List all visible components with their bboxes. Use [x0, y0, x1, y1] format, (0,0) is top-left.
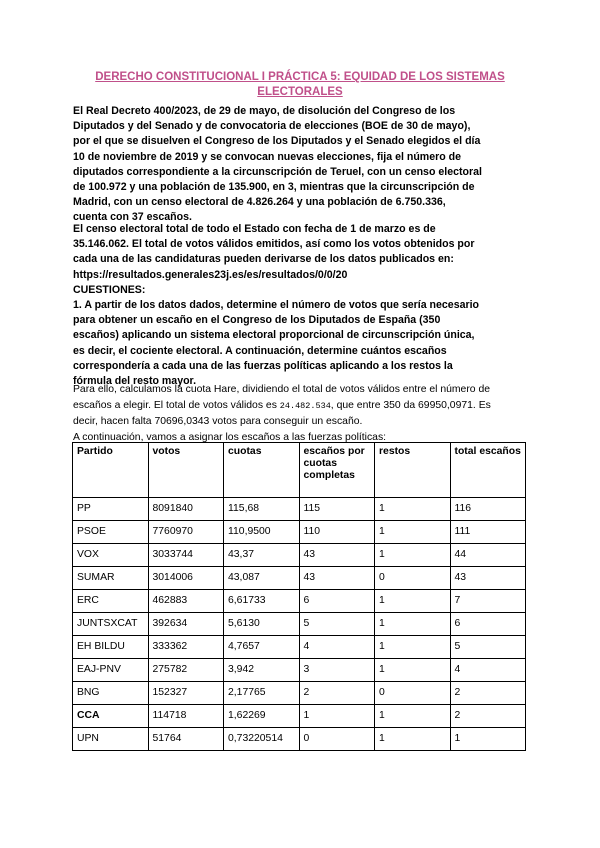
table-header-row	[73, 443, 526, 498]
text-line: El censo electoral total de todo el Estado con fecha de 1 de marzo es de	[73, 223, 436, 235]
text-line: 35.146.062. El total de votos válidos emitidos, así como los votos obtenidos por	[73, 238, 475, 251]
table-cell: 3,942	[224, 659, 300, 682]
table-cell: 462883	[148, 590, 224, 613]
table-cell: 1	[375, 544, 451, 567]
table-cell: CCA	[73, 705, 149, 728]
table-cell: 392634	[148, 613, 224, 636]
column-header: restos	[375, 443, 451, 498]
table-cell: SUMAR	[73, 567, 149, 590]
table-cell: 0	[375, 682, 451, 705]
text-line: correspondería a cada una de las fuerzas políticas aplicando a los restos la	[73, 359, 453, 372]
table-cell: 6	[299, 590, 375, 613]
table-cell: VOX	[73, 544, 149, 567]
table-cell: 1	[375, 613, 451, 636]
table-cell: EAJ-PNV	[73, 659, 149, 682]
text-segment: escaños a elegir. El total de votos válidos es	[73, 399, 280, 411]
table-cell: 1	[450, 728, 526, 751]
table-cell: 43,087	[224, 567, 300, 590]
text-line: A continuación, vamos a asignar los escaños a las fuerzas políticas:	[73, 431, 387, 443]
text-segment: , que entre 350 da 69950,0971. Es	[330, 399, 491, 411]
text-line: Diputados y del Senado y de convocatoria de elecciones (BOE de 30 de mayo),	[73, 120, 471, 133]
table-cell: 110	[299, 521, 375, 544]
table-cell: PP	[73, 498, 149, 521]
text-line: de 100.972 y una población de 135.900, en 3, mientras que la circunscripción de	[73, 181, 475, 194]
table-cell: 4,7657	[224, 636, 300, 659]
table-cell: 1	[375, 521, 451, 544]
table-cell: 2	[299, 682, 375, 705]
text-line: Para ello, calculamos la cuota Hare, dividiendo el total de votos válidos entre el número de	[73, 384, 491, 395]
table-cell: 43	[299, 544, 375, 567]
text-line: 10 de noviembre de 2019 y se convocan nuevas elecciones, fija el número de	[73, 150, 462, 163]
table-cell: 0	[299, 728, 375, 751]
column-header: escaños por cuotas completas	[299, 443, 375, 498]
table-cell: 44	[450, 544, 526, 567]
table-cell: 116	[450, 498, 526, 521]
table-cell: 5	[299, 613, 375, 636]
table-cell: JUNTSXCAT	[73, 613, 149, 636]
table-row	[73, 567, 526, 590]
table-cell: 43,37	[224, 544, 300, 567]
table-cell: 1	[375, 705, 451, 728]
table-cell: 111	[450, 521, 526, 544]
table-row	[73, 498, 526, 521]
answer-paragraph	[73, 382, 533, 445]
table-row	[73, 521, 526, 544]
table-cell: BNG	[73, 682, 149, 705]
text-line: diputados correspondiente a la circunscripción de Teruel, con un censo electoral	[73, 165, 482, 178]
text-line: cuenta con 37 escaños.	[73, 211, 192, 224]
results-url: https://resultados.generales23j.es/es/resultados/0/0/20	[73, 268, 348, 281]
questions-heading: CUESTIONES:	[73, 283, 146, 296]
table-cell: PSOE	[73, 521, 149, 544]
table-cell: 6,61733	[224, 590, 300, 613]
text-line: fórmula del resto mayor.	[73, 375, 197, 388]
table-cell: 6	[450, 613, 526, 636]
table-cell: 5,6130	[224, 613, 300, 636]
table-cell: 8091840	[148, 498, 224, 521]
table-cell: 115,68	[224, 498, 300, 521]
table-cell: ERC	[73, 590, 149, 613]
table-cell: 1,62269	[224, 705, 300, 728]
seats-table	[72, 442, 526, 751]
table-cell: 4	[450, 659, 526, 682]
table-cell: 333362	[148, 636, 224, 659]
table-cell: 152327	[148, 682, 224, 705]
intro-paragraph	[73, 104, 533, 226]
table-row	[73, 636, 526, 659]
table-cell: 5	[450, 636, 526, 659]
table-row	[73, 682, 526, 705]
table-row	[73, 590, 526, 613]
table-cell: 3014006	[148, 567, 224, 590]
table-cell: 115	[299, 498, 375, 521]
table-row	[73, 544, 526, 567]
table-row	[73, 728, 526, 751]
text-line: para obtener un escaño en el Congreso de los Diputados de España (350	[73, 314, 441, 327]
text-line	[73, 398, 533, 415]
text-line: es decir, el cociente electoral. A continuación, determine cuántos escaños	[73, 344, 447, 357]
table-row	[73, 659, 526, 682]
table-cell: 2	[450, 682, 526, 705]
census-paragraph	[73, 222, 533, 389]
table-cell: 4	[299, 636, 375, 659]
table-cell: 3033744	[148, 544, 224, 567]
column-header: total escaños	[450, 443, 526, 498]
column-header: cuotas	[224, 443, 300, 498]
page-title: DERECHO CONSTITUCIONAL I PRÁCTICA 5: EQUIDAD DE LOS SISTEMAS ELECTORALES	[95, 71, 505, 98]
text-line: por el que se disuelven el Congreso de los Diputados y el Senado elegidos el día	[73, 135, 481, 148]
table-cell: EH BILDU	[73, 636, 149, 659]
text-line: 1. A partir de los datos dados, determine el número de votos que sería necesario	[73, 299, 480, 312]
table-cell: UPN	[73, 728, 149, 751]
text-line: decir, hacen falta 70696,0343 votos para conseguir un escaño.	[73, 416, 363, 427]
table-cell: 110,9500	[224, 521, 300, 544]
text-line: cada una de las candidaturas pueden derivarse de los datos publicados en:	[73, 253, 454, 266]
table-cell: 7	[450, 590, 526, 613]
table-cell: 1	[375, 659, 451, 682]
table-cell: 43	[450, 567, 526, 590]
table-cell: 1	[375, 636, 451, 659]
table-row	[73, 705, 526, 728]
column-header: Partido	[73, 443, 149, 498]
total-votes-value: 24.482.534	[279, 400, 331, 411]
table-cell: 0,73220514	[224, 728, 300, 751]
table-cell: 1	[375, 590, 451, 613]
text-line: El Real Decreto 400/2023, de 29 de mayo, de disolución del Congreso de los	[73, 105, 456, 117]
table-row	[73, 613, 526, 636]
table-cell: 43	[299, 567, 375, 590]
table-cell: 0	[375, 567, 451, 590]
table-cell: 2,17765	[224, 682, 300, 705]
text-line: Madrid, con un censo electoral de 4.826.264 y una población de 6.750.336,	[73, 196, 446, 209]
table-cell: 7760970	[148, 521, 224, 544]
table-cell: 3	[299, 659, 375, 682]
column-header: votos	[148, 443, 224, 498]
table-cell: 51764	[148, 728, 224, 751]
table-cell: 1	[375, 728, 451, 751]
table-cell: 275782	[148, 659, 224, 682]
table-cell: 114718	[148, 705, 224, 728]
text-line: escaños) aplicando un sistema electoral proporcional de circunscripción única,	[73, 329, 475, 342]
table-cell: 2	[450, 705, 526, 728]
table-cell: 1	[299, 705, 375, 728]
table-cell: 1	[375, 498, 451, 521]
